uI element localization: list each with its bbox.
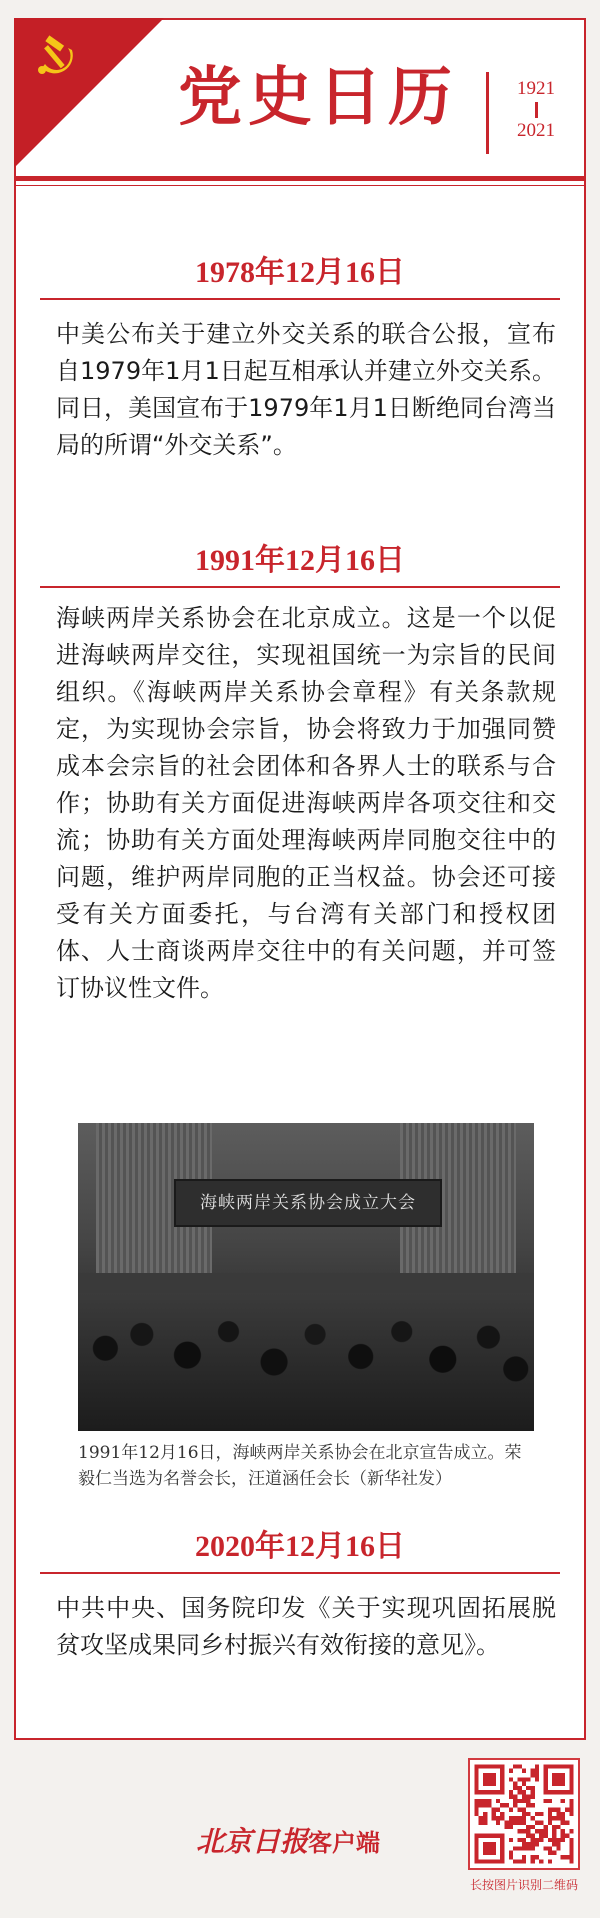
qr-code-icon[interactable] xyxy=(468,1758,580,1870)
entry-date: 2020年12月16日 xyxy=(195,1530,405,1563)
photo-banner: 海峡两岸关系协会成立大会 xyxy=(174,1179,442,1227)
entry-date: 1991年12月16日 xyxy=(195,544,405,577)
year-start: 1921 xyxy=(517,78,555,99)
photo-caption: 1991年12月16日，海峡两岸关系协会在北京宣告成立。荣毅仁当选为名誉会长，汪道涵任会长（新华社发） xyxy=(78,1443,522,1489)
year-range xyxy=(506,78,566,142)
entry-text: 海峡两岸关系协会在北京成立。这是一个以促进海峡两岸交往，实现祖国统一为宗旨的民间组织。《海峡两岸关系协会章程》有关条款规定，为实现协会宗旨，协会将致力于加强同赞成本会宗旨的社会团体和各界人士的联系与合作；协助有关方面促进海峡两岸各项交往和交流；协助有关方面处理海峡两岸同胞交往中的问题，维护两岸同胞的正当权益。协会还可接受有关方面委托，与台湾有关部门和授权团体、人士商谈两岸交往中的有关问题，并可签订协议性文件。 xyxy=(56,604,556,1002)
entry-date: 1978年12月16日 xyxy=(195,256,405,289)
qr-caption: 长按图片识别二维码 xyxy=(469,1878,578,1892)
publisher-logo xyxy=(196,1825,381,1858)
entry-text: 中美公布关于建立外交关系的联合公报，宣布自1979年1月1日起互相承认并建立外交关系。同日，美国宣布于1979年1月1日断绝同台湾当局的所谓“外交关系”。 xyxy=(56,320,556,459)
date-divider xyxy=(40,1572,560,1574)
date-divider xyxy=(40,586,560,588)
year-divider xyxy=(535,102,538,118)
year-end: 2021 xyxy=(517,120,555,141)
hammer-sickle-icon xyxy=(28,28,84,84)
logo-main: 北京日报 xyxy=(196,1825,309,1858)
logo-suffix: 客户端 xyxy=(308,1828,381,1857)
date-divider xyxy=(40,298,560,300)
header-rule xyxy=(16,176,584,186)
entry-text: 中共中央、国务院印发《关于实现巩固拓展脱贫攻坚成果同乡村振兴有效衔接的意见》。 xyxy=(56,1594,556,1659)
title-divider xyxy=(486,72,489,154)
page-title: 党史日历 xyxy=(178,60,458,135)
historical-photo xyxy=(78,1123,534,1431)
